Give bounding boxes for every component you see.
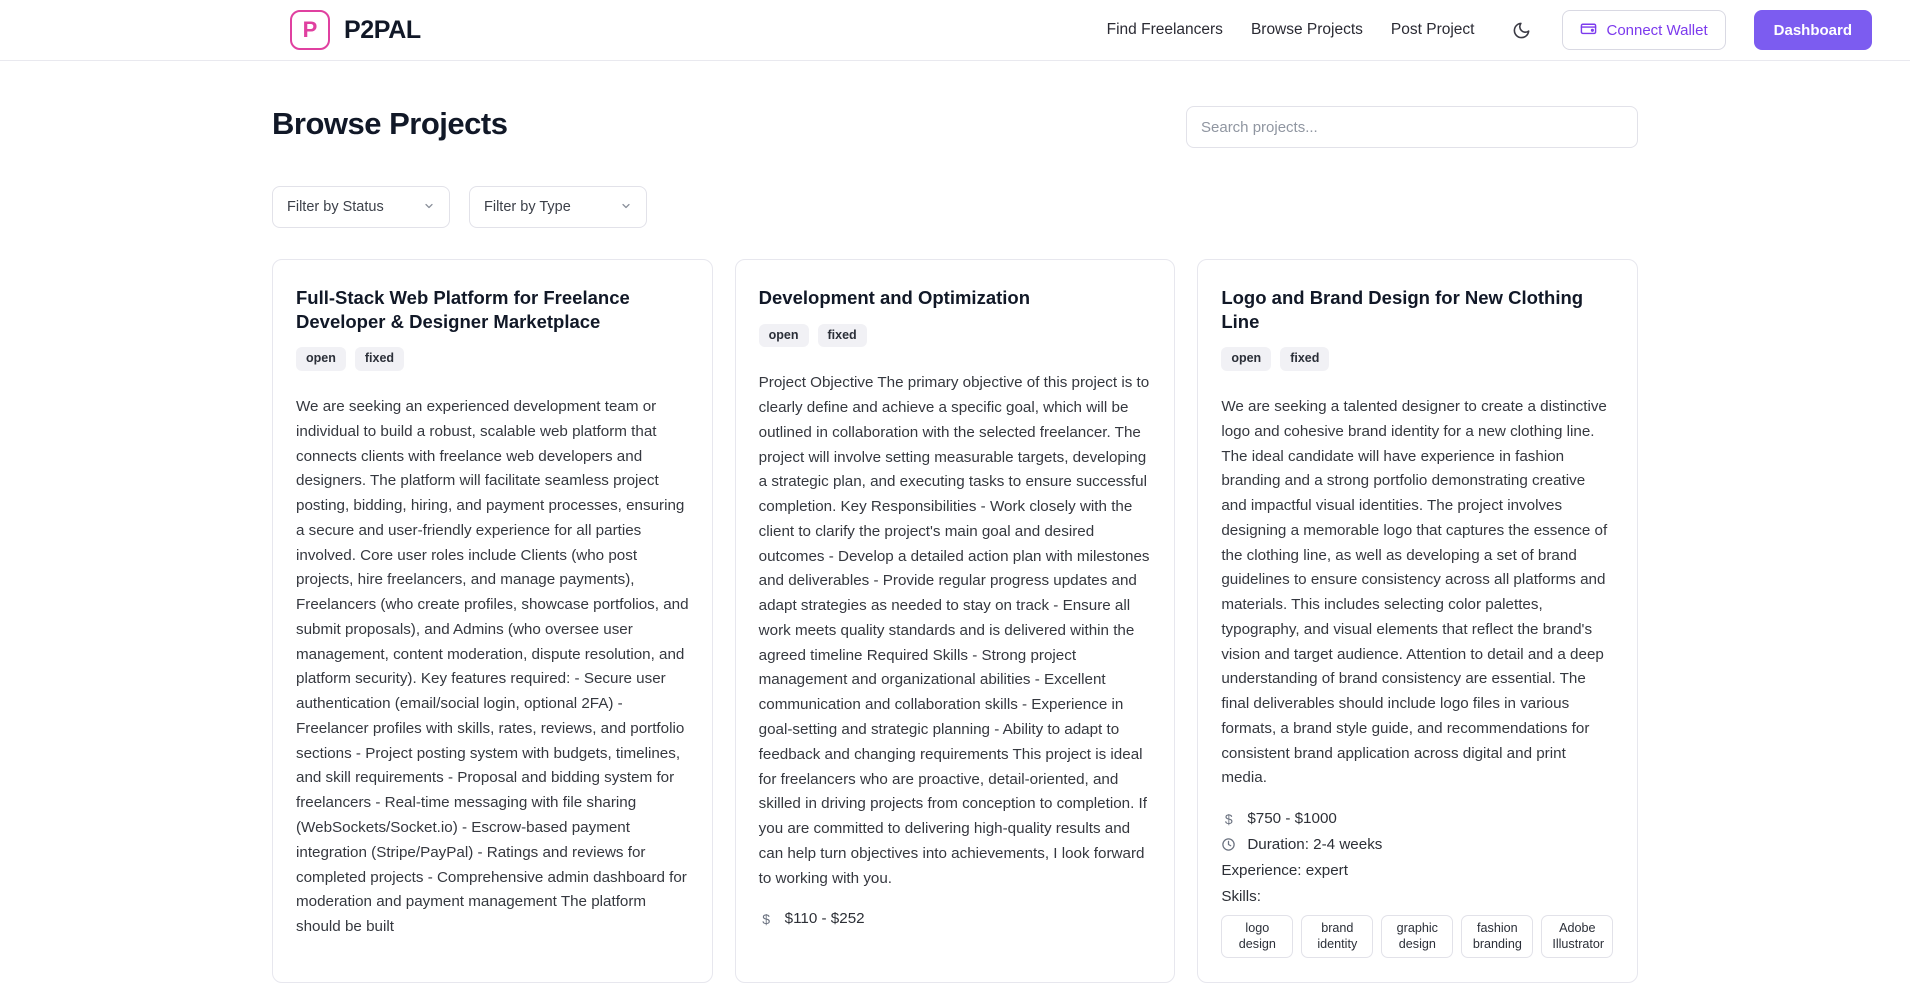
nav-link-browse-projects[interactable]: Browse Projects [1250, 21, 1363, 38]
dollar-icon: $ [762, 910, 771, 927]
project-title: Full-Stack Web Platform for Freelance Developer & Designer Marketplace [296, 287, 630, 332]
project-card[interactable] [272, 259, 713, 983]
status-badge: open [759, 324, 809, 348]
page-title: Browse Projects [272, 106, 508, 141]
dashboard-button[interactable]: Dashboard [1754, 10, 1872, 50]
project-cards-grid [272, 259, 1638, 983]
project-meta [1221, 810, 1614, 958]
status-badge: open [1221, 347, 1271, 371]
nav-link-find-freelancers[interactable]: Find Freelancers [1106, 21, 1223, 38]
project-skills-label: Skills: [1221, 888, 1261, 906]
status-badge: open [296, 347, 346, 371]
project-meta [759, 910, 1152, 927]
nav-link-post-project[interactable]: Post Project [1390, 21, 1475, 38]
top-navbar [0, 0, 1910, 61]
filter-by-type-label: Filter by Type [484, 199, 571, 215]
page-content [0, 61, 1910, 983]
nav-right-group [1107, 10, 1872, 50]
filters-row [272, 186, 1638, 228]
dollar-icon: $ [1224, 810, 1233, 827]
chevron-down-icon [423, 200, 435, 215]
project-budget-row [1221, 810, 1614, 827]
p2pal-logo-icon: P [290, 10, 330, 50]
project-duration-row [1221, 836, 1614, 853]
project-title: Logo and Brand Design for New Clothing Line [1221, 287, 1584, 332]
connect-wallet-label: Connect Wallet [1606, 21, 1708, 39]
wallet-icon [1580, 20, 1597, 41]
skill-chip: graphic design [1381, 915, 1453, 958]
chevron-down-icon [620, 200, 632, 215]
brand-name: P2PAL [344, 15, 421, 44]
skill-chip: fashion branding [1461, 915, 1533, 958]
connect-wallet-button[interactable] [1562, 10, 1725, 50]
project-budget: $750 - $1000 [1247, 810, 1337, 828]
search-input[interactable] [1186, 106, 1638, 148]
clock-icon [1221, 837, 1236, 852]
project-card[interactable] [1197, 259, 1638, 983]
project-description: We are seeking a talented designer to create a distinctive logo and cohesive brand identity for a new clothing line. The ideal candidate will have experience in fashion branding and a strong portfolio demonstrating creative and impactful visual identities. The project involves designing a memorable logo that captures the essence of the clothing line, as well as developing a set of brand guidelines to ensure consistency across all platforms and materials. This includes selecting color palettes, typography, and visual elements that reflect the brand's vision and target audience. Attention to detail and a deep understanding of brand consistency are essential. The final deliverables should include logo files in various formats, a brand style guide, and recommendations for consistent brand application across digital and print media. [1221, 397, 1608, 787]
skill-chip: logo design [1221, 915, 1293, 958]
project-card[interactable] [735, 259, 1176, 983]
type-badge: fixed [818, 324, 867, 348]
skill-chip: brand identity [1301, 915, 1373, 958]
project-title: Development and Optimization [758, 287, 1031, 308]
moon-icon[interactable] [1508, 17, 1534, 43]
project-duration: Duration: 2-4 weeks [1247, 836, 1383, 854]
project-badges [1221, 347, 1614, 371]
project-budget-row [759, 910, 1152, 927]
type-badge: fixed [1280, 347, 1329, 371]
project-budget: $110 - $252 [784, 910, 865, 928]
brand-logo-group[interactable] [290, 10, 421, 50]
project-experience: Experience: expert [1221, 862, 1348, 880]
project-description: Project Objective The primary objective of this project is to clearly define and achieve a specific goal, which will be outlined in collaboration with the selected freelancer. The project will involve setting measurable targets, developing a strategic plan, and executing tasks to ensure successful completion. Key Responsibilities - Work closely with the client to clarify the project's main goal and desired outcomes - Develop a detailed action plan with milestones and deliverables - Provide regular progress updates and adapt strategies as needed to stay on track - Ensure all work meets quality standards and is delivered within the agreed timeline Required Skills - Strong project management and organizational abilities - Excellent communication and collaboration skills - Experience in goal-setting and strategic planning - Ability to adapt to feedback and changing requirements This project is ideal for freelancers who are proactive, detail-oriented, and skilled in driving projects from conception to completion. If you are committed to delivering high-quality results and can help turn objectives into achievements, I look forward to working with you. [758, 374, 1150, 887]
type-badge: fixed [355, 347, 404, 371]
filter-by-type-select[interactable] [469, 186, 647, 228]
project-badges [759, 324, 1152, 348]
project-badges [296, 347, 689, 371]
filter-by-status-select[interactable] [272, 186, 450, 228]
filter-by-status-label: Filter by Status [287, 199, 384, 215]
project-skills-list [1221, 915, 1614, 958]
project-description: We are seeking an experienced development team or individual to build a robust, scalable web platform that connects clients with freelance web developers and designers. The platform will facilitate seamless project posting, bidding, hiring, and payment processes, ensuring a secure and user-friendly experience for all parties involved. Core user roles include Clients (who post projects, hire freelancers, and manage payments), Freelancers (who create profiles, showcase portfolios, and submit proposals), and Admins (who oversee user management, content moderation, dispute resolution, and platform security). Key features required: - Secure user authentication (email/social login, optional 2FA) - Freelancer profiles with skills, rates, reviews, and portfolio sections - Project posting system with budgets, timelines, and skill requirements - Proposal and bidding system for freelancers - Real-time messaging with file sharing (WebSockets/Socket.io) - Escrow-based payment integration (Stripe/PayPal) - Ratings and reviews for completed projects - Comprehensive admin dashboard for moderation and payment management The platform should be built [296, 397, 689, 936]
page-header-row [272, 106, 1638, 148]
skill-chip: Adobe Illustrator [1541, 915, 1613, 958]
